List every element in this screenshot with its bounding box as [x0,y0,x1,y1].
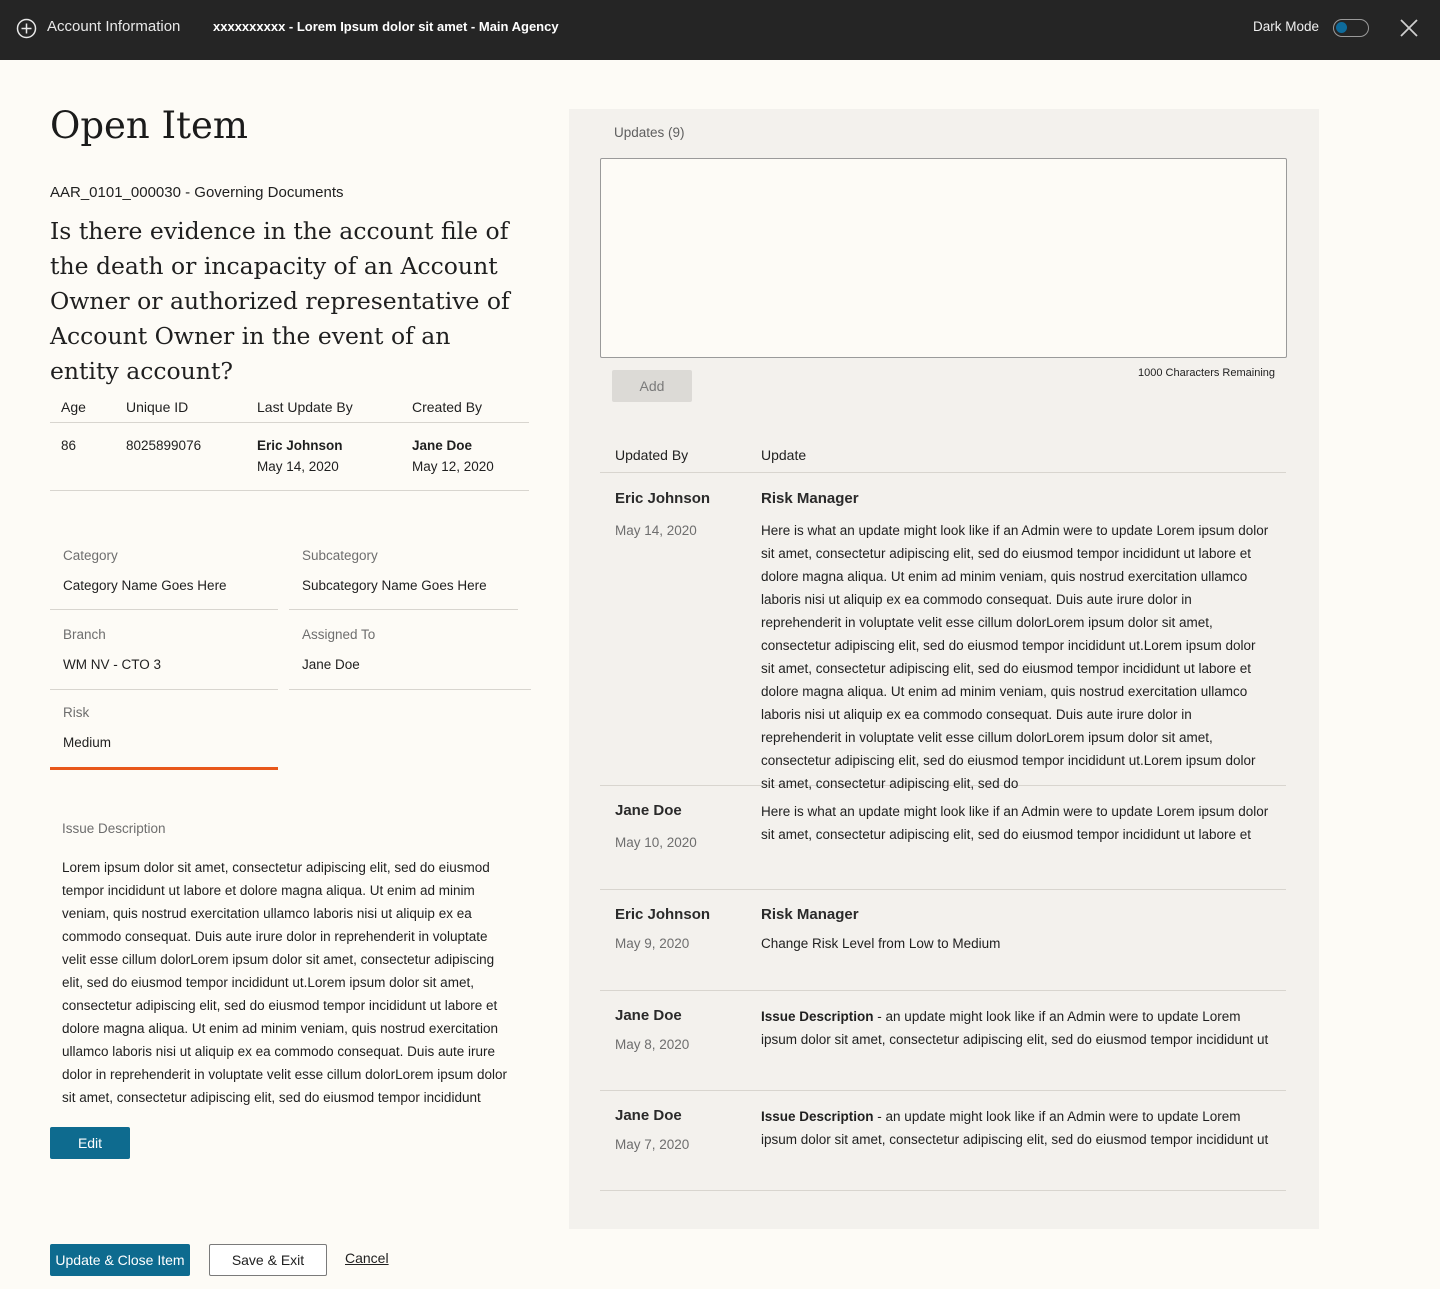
entry-text: Here is what an update might look like if an Admin were to update Lorem ipsum dolor sit amet, consectetur adipiscing elit, sed do eiusmod tempor incididunt ut labore et dolore magna aliqua. Ut enim ad minim veniam, quis nostrud exercitation ullamco laboris nisi ut aliquip ex ea commodo consequat. Duis aute irure dolor in reprehenderit in voluptate velit esse cillum dolorLorem ipsum dolor sit amet, consectetur adipiscing elit, sed do eiusmod tempor incididunt ut.Lorem ipsum dolor sit amet, consectetur adipiscing elit, sed do eiusmod tempor incididunt ut labore et dolore magna aliqua. Ut enim ad minim veniam, quis nostrud exercitation ullamco laboris nisi ut aliquip ex ea commodo consequat. Duis aute irure dolor in reprehenderit in voluptate velit esse cillum dolorLorem ipsum dolor sit amet, consectetur adipiscing elit, sed do eiusmod tempor incididunt ut.Lorem ipsum dolor sit amet, consectetur adipiscing elit, sed do [761,523,1269,791]
document-reference: AAR_0101_000030 - Governing Documents [50,184,344,201]
field-underline [289,609,518,610]
update-entry [600,473,1286,791]
account-name: xxxxxxxxxx - Lorem Ipsum dolor sit amet - Main Agency [213,19,559,34]
update-entry [600,991,1286,1091]
field-underline [50,689,278,690]
header-unique-id: Unique ID [126,399,189,415]
entry-date: May 10, 2020 [615,835,697,850]
entry-date: May 8, 2020 [615,1037,690,1052]
last-update-date: May 14, 2020 [257,459,339,474]
age-value: 86 [61,438,77,453]
issue-description-label: Issue Description [62,821,166,836]
cancel-link[interactable]: Cancel [345,1250,389,1266]
column-header-updated-by: Updated By [615,447,689,463]
entry-author: Jane Doe [615,1107,682,1124]
issue-description-text: Lorem ipsum dolor sit amet, consectetur adipiscing elit, sed do eiusmod tempor incididunt ut labore et dolore magna aliqua. Ut enim ad minim veniam, quis nostrud exercitation ullamco laboris nisi ut aliquip ex ea commodo consequat. Duis aute irure dolor in reprehenderit in voluptate velit esse cillum dolorLorem ipsum dolor sit amet, consectetur adipiscing elit, sed do eiusmod tempor incididunt ut.Lorem ipsum dolor sit amet, consectetur adipiscing elit, sed do eiusmod tempor incididunt ut labore et dolore magna aliqua. Ut enim ad minim veniam, quis nostrud exercitation ullamco laboris nisi ut aliquip ex ea commodo consequat. Duis aute irure dolor in reprehenderit in voluptate velit esse cillum dolorLorem ipsum dolor sit amet, consectetur adipiscing elit, sed do eiusmod tempor incididunt [62,860,507,1105]
question-text: Is there evidence in the account file of the death or incapacity of an Account Owner or authorized representative of Account Owner in the event of an entity account? [50,217,510,385]
entry-date: May 9, 2020 [615,936,690,951]
entry-date: May 14, 2020 [615,523,697,538]
entry-text: Here is what an update might look like if an Admin were to update Lorem ipsum dolor sit amet, consectetur adipiscing elit, sed do eiusmod tempor incididunt ut labore et [761,804,1269,842]
subcategory-field[interactable] [289,540,518,610]
subcategory-label: Subcategory [302,548,378,563]
created-by-cell [412,438,494,474]
subcategory-value: Subcategory Name Goes Here [302,578,487,593]
last-update-by-name: Eric Johnson [257,438,343,453]
risk-label: Risk [63,705,90,720]
entry-text: Change Risk Level from Low to Medium [761,936,1001,951]
dark-mode-toggle[interactable] [1333,19,1369,37]
item-meta-table [50,392,529,491]
assigned-to-field[interactable] [289,619,531,690]
edit-button[interactable]: Edit [50,1127,130,1159]
entry-prefix: Issue Description [761,1109,874,1124]
update-textarea[interactable] [600,158,1287,358]
field-underline [289,689,531,690]
entry-author: Eric Johnson [615,906,711,923]
top-bar [0,0,1440,60]
assigned-to-label: Assigned To [302,627,376,642]
category-label: Category [63,548,118,563]
created-by-name: Jane Doe [412,438,473,453]
update-entry [600,890,1286,991]
entry-text [761,1005,1269,1051]
update-close-item-button[interactable]: Update & Close Item [50,1244,190,1276]
last-update-by-cell [257,438,343,474]
header-created-by: Created By [412,399,483,415]
entry-text [761,1105,1269,1151]
add-update-button[interactable]: Add [612,370,692,402]
meta-header-row [50,392,529,423]
page-title: Open Item [50,104,248,147]
update-entry [600,786,1286,890]
column-header-update: Update [761,447,807,463]
updates-title: Updates (9) [614,125,685,140]
assigned-to-value: Jane Doe [302,657,360,672]
entry-author: Jane Doe [615,802,682,819]
toggle-knob [1336,22,1347,33]
risk-value: Medium [63,735,112,750]
category-field[interactable] [50,540,278,610]
entry-role: Risk Manager [761,490,859,507]
field-underline [50,609,278,610]
header-last-update-by: Last Update By [257,399,353,415]
created-date: May 12, 2020 [412,459,494,474]
updates-panel [569,109,1319,1229]
risk-active-underline [50,767,278,770]
entry-prefix: Issue Description [761,1009,874,1024]
entry-text-rest: - an update might look like if an Admin were to update Lorem ipsum dolor sit amet, consectetur adipiscing elit, sed do eiusmod tempor incididunt ut [761,1109,1269,1147]
close-icon[interactable] [1399,18,1419,38]
entry-text-rest: - an update might look like if an Admin were to update Lorem ipsum dolor sit amet, consectetur adipiscing elit, sed do eiusmod tempor incididunt ut [761,1009,1269,1047]
branch-value: WM NV - CTO 3 [63,657,162,672]
save-exit-button[interactable]: Save & Exit [209,1244,327,1276]
risk-field[interactable] [50,698,278,770]
update-entry [600,1091,1286,1191]
category-value: Category Name Goes Here [63,578,227,593]
branch-field[interactable] [50,619,278,690]
entry-author: Eric Johnson [615,490,711,507]
unique-id-value: 8025899076 [126,438,202,453]
dark-mode-label: Dark Mode [1253,19,1320,34]
characters-remaining: 1000 Characters Remaining [1138,367,1275,379]
meta-value-row [50,423,529,491]
entry-author: Jane Doe [615,1007,682,1024]
entry-role: Risk Manager [761,906,859,923]
header-age: Age [61,399,86,415]
account-info-link[interactable]: Account Information [47,18,181,35]
branch-label: Branch [63,627,106,642]
plus-circle-icon[interactable] [16,18,37,39]
entry-date: May 7, 2020 [615,1137,690,1152]
